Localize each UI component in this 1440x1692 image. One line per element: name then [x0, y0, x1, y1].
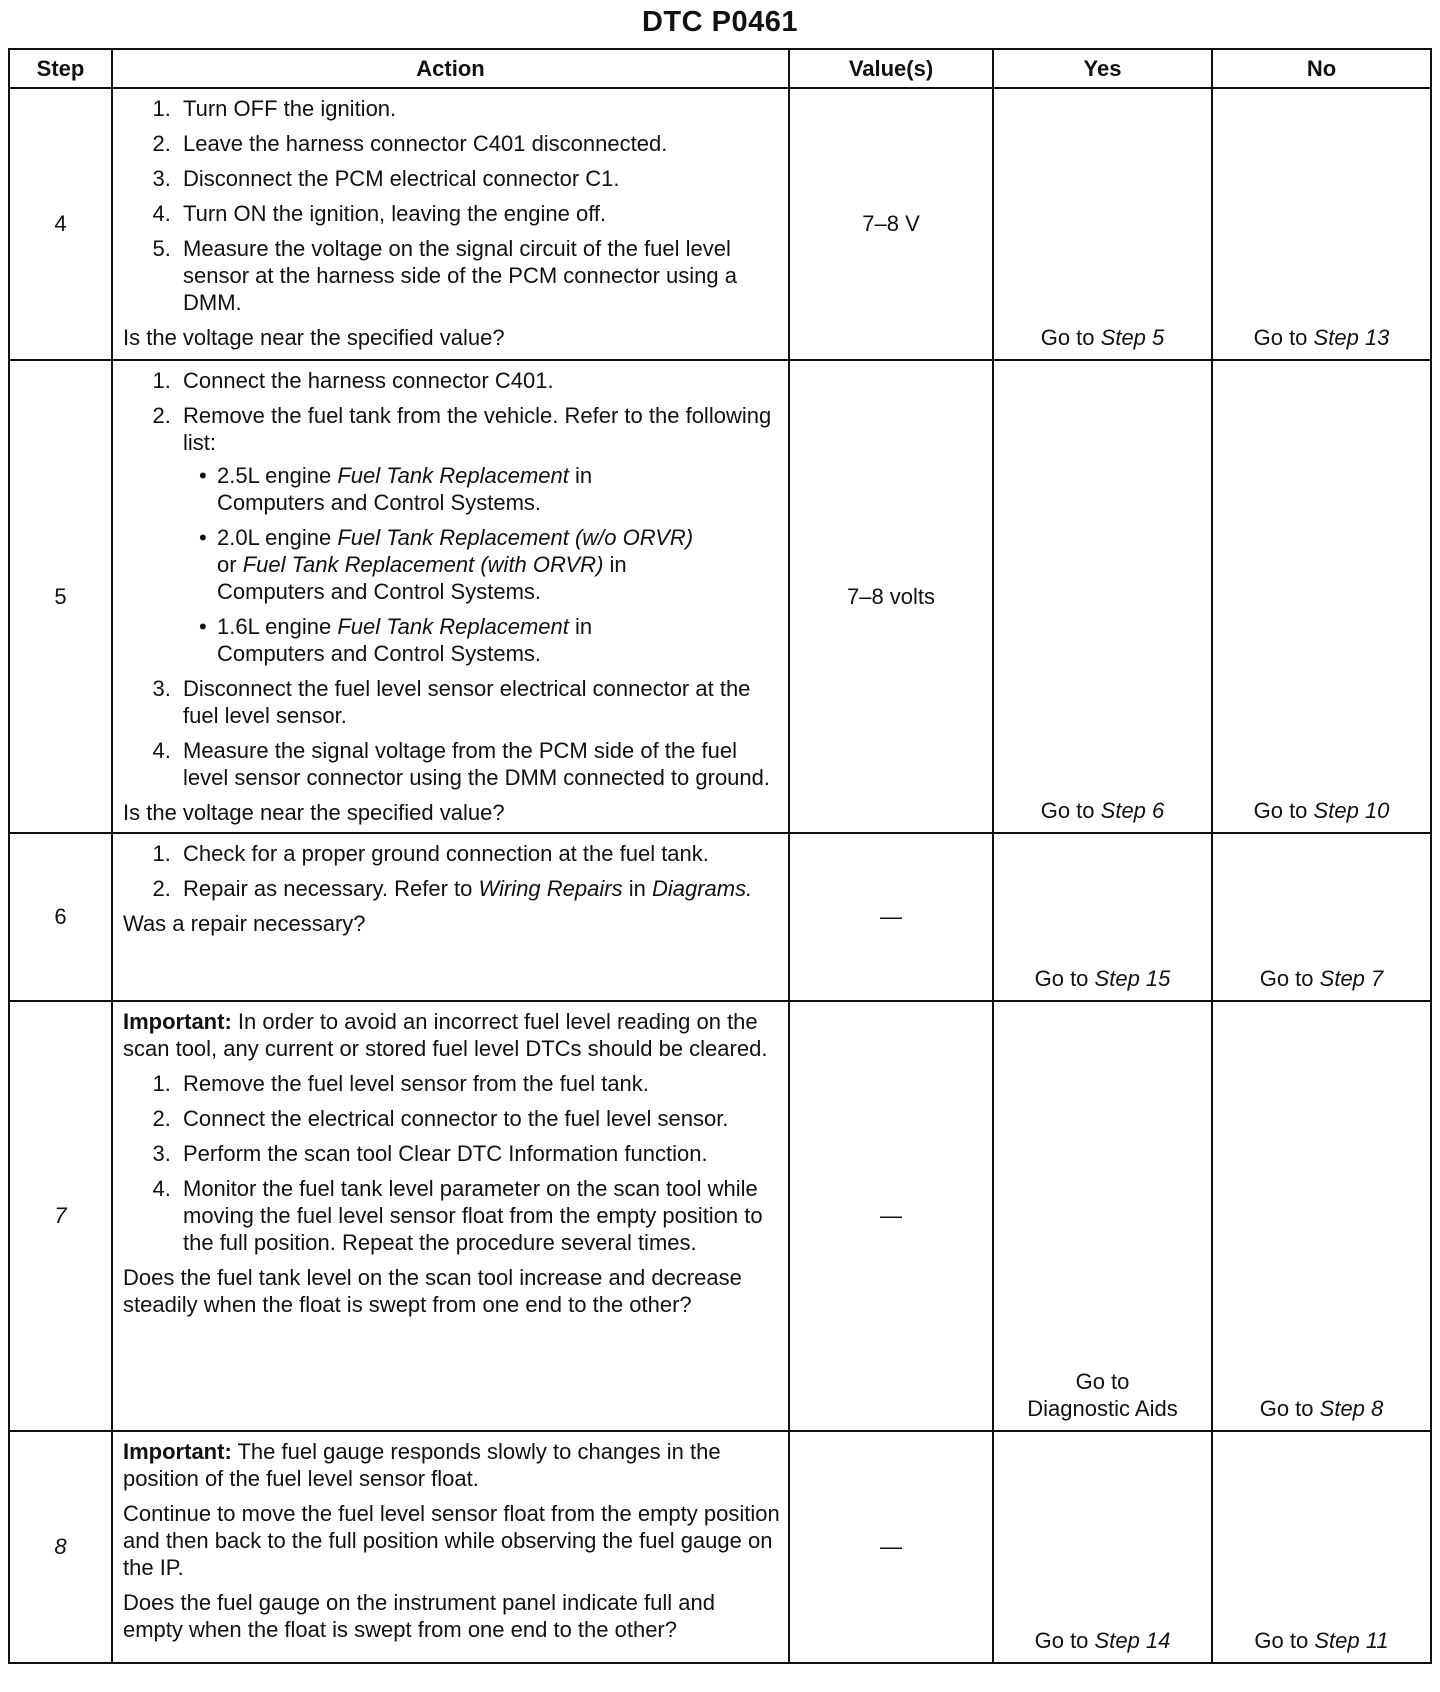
reference-item [217, 524, 780, 605]
action-step: 1. Check for a proper ground connection at the fuel tank. [177, 840, 780, 867]
reference-item [217, 613, 780, 667]
action-steps [123, 95, 780, 316]
reference-in: in [628, 876, 646, 901]
yes-target: Step 14 [1094, 1628, 1171, 1653]
action-step: 2. Connect the electrical connector to the fuel level sensor. [177, 1105, 780, 1132]
header-values: Value(s) [789, 49, 993, 88]
yes-cell [993, 360, 1212, 833]
yes-target: Step 6 [1100, 798, 1165, 823]
yes-cell [993, 1001, 1212, 1431]
reference-title: Fuel Tank Replacement (with ORVR) [242, 552, 604, 577]
no-target: Step 7 [1319, 966, 1384, 991]
no-cell [1212, 88, 1431, 360]
go-to-label: Go to [1259, 966, 1314, 991]
important-text: In order to avoid an incorrect fuel level reading on the scan tool, any current or stored fuel level DTCs should be cleared. [123, 1009, 768, 1061]
header-action: Action [112, 49, 789, 88]
action-step: 4. Monitor the fuel tank level parameter on the scan tool while moving the fuel level sensor float from the empty position to the full position. Repeat the procedure several times. [177, 1175, 780, 1256]
action-step: 3. Perform the scan tool Clear DTC Information function. [177, 1140, 780, 1167]
value-cell: 7–8 volts [789, 360, 993, 833]
reference-section: Computers and Control Systems. [217, 641, 542, 666]
action-step-text: Repair as necessary. Refer to [183, 876, 473, 901]
action-step: 3. Disconnect the fuel level sensor electrical connector at the fuel level sensor. [177, 675, 780, 729]
table-row-step-5 [9, 360, 1431, 833]
no-target: Step 8 [1319, 1396, 1384, 1421]
engine-label: 2.0L engine [217, 525, 332, 550]
step-number: 8 [9, 1431, 112, 1663]
reference-list [183, 462, 780, 667]
step-number: 4 [9, 88, 112, 360]
yes-cell [993, 88, 1212, 360]
go-to-label: Go to [1253, 325, 1308, 350]
table-row-step-8 [9, 1431, 1431, 1663]
yes-cell [993, 1431, 1212, 1663]
action-step: 3. Disconnect the PCM electrical connector C1. [177, 165, 780, 192]
reference-title: Fuel Tank Replacement [337, 614, 569, 639]
value-cell: — [789, 1001, 993, 1431]
action-step: 4. Measure the signal voltage from the PCM side of the fuel level sensor connector using the DMM connected to ground. [177, 737, 780, 791]
step-number: 6 [9, 833, 112, 1001]
action-step: 1. Remove the fuel level sensor from the fuel tank. [177, 1070, 780, 1097]
important-note [123, 1008, 780, 1062]
go-to-label: Go to [1259, 1396, 1314, 1421]
step-number: 7 [9, 1001, 112, 1431]
step-number: 5 [9, 360, 112, 833]
go-to-label: Go to [1253, 798, 1308, 823]
reference-in: in [574, 463, 593, 488]
header-no: No [1212, 49, 1431, 88]
action-step: 4. Turn ON the ignition, leaving the engine off. [177, 200, 780, 227]
important-label: Important: [123, 1439, 232, 1464]
important-label: Important: [123, 1009, 232, 1034]
go-to-label: Go to [1040, 325, 1095, 350]
action-cell [112, 88, 789, 360]
go-to-label: Go to [1034, 1628, 1089, 1653]
action-step: 5. Measure the voltage on the signal circuit of the fuel level sensor at the harness side of the PCM connector using a DMM. [177, 235, 780, 316]
action-question: Is the voltage near the specified value? [123, 325, 505, 350]
reference-in: in [574, 614, 593, 639]
important-note [123, 1438, 780, 1492]
action-step-text: Remove the fuel tank from the vehicle. Refer to the following list: [183, 403, 772, 455]
reference-title: Wiring Repairs [478, 876, 623, 901]
action-cell [112, 1431, 789, 1663]
value-cell: 7–8 V [789, 88, 993, 360]
yes-cell [993, 833, 1212, 1001]
reference-in: in [609, 552, 627, 577]
yes-target: Diagnostic Aids [1027, 1396, 1178, 1421]
yes-target: Step 15 [1094, 966, 1171, 991]
action-step [177, 875, 780, 902]
yes-target: Step 5 [1100, 325, 1165, 350]
reference-item [217, 462, 780, 516]
engine-label: 2.5L engine [217, 463, 332, 488]
reference-or: or [217, 552, 237, 577]
action-cell [112, 833, 789, 1001]
go-to-label: Go to [1040, 798, 1095, 823]
no-target: Step 11 [1314, 1628, 1389, 1653]
action-step: 2. Leave the harness connector C401 disconnected. [177, 130, 780, 157]
diagnostic-table [8, 48, 1432, 1664]
action-question: Does the fuel tank level on the scan tool increase and decrease steadily when the float is swept from one end to the other? [123, 1265, 742, 1317]
important-text: The fuel gauge responds slowly to changes in the position of the fuel level sensor float. [123, 1439, 721, 1491]
reference-title: Fuel Tank Replacement [337, 463, 569, 488]
no-cell [1212, 833, 1431, 1001]
action-cell [112, 1001, 789, 1431]
action-steps [123, 367, 780, 791]
go-to-label: Go to [1034, 966, 1089, 991]
reference-title: Fuel Tank Replacement (w/o ORVR) [337, 525, 694, 550]
value-cell: — [789, 833, 993, 1001]
action-step: 1. Connect the harness connector C401. [177, 367, 780, 394]
action-step [177, 402, 780, 667]
action-question: Does the fuel gauge on the instrument panel indicate full and empty when the float is swept from one end to the other? [123, 1590, 715, 1642]
action-steps [123, 840, 780, 902]
no-target: Step 13 [1313, 325, 1390, 350]
table-row-step-7 [9, 1001, 1431, 1431]
action-question: Was a repair necessary? [123, 911, 366, 936]
go-to-label: Go to [1075, 1369, 1130, 1394]
engine-label: 1.6L engine [217, 614, 332, 639]
action-step: 1. Turn OFF the ignition. [177, 95, 780, 122]
action-steps [123, 1070, 780, 1256]
no-cell [1212, 1431, 1431, 1663]
value-cell: — [789, 1431, 993, 1663]
no-cell [1212, 1001, 1431, 1431]
table-row-step-4 [9, 88, 1431, 360]
action-paragraph: Continue to move the fuel level sensor float from the empty position and then back to the full position while observing the fuel gauge on the IP. [123, 1501, 780, 1580]
action-question: Is the voltage near the specified value? [123, 800, 505, 825]
action-cell [112, 360, 789, 833]
page-title: DTC P0461 [641, 6, 798, 38]
header-step: Step [9, 49, 112, 88]
header-yes: Yes [993, 49, 1212, 88]
table-row-step-6 [9, 833, 1431, 1001]
reference-section: Diagrams. [651, 876, 753, 901]
header-row [9, 49, 1431, 88]
reference-section: Computers and Control Systems. [217, 579, 542, 604]
no-cell [1212, 360, 1431, 833]
go-to-label: Go to [1254, 1628, 1309, 1653]
no-target: Step 10 [1313, 798, 1390, 823]
reference-section: Computers and Control Systems. [217, 490, 542, 515]
